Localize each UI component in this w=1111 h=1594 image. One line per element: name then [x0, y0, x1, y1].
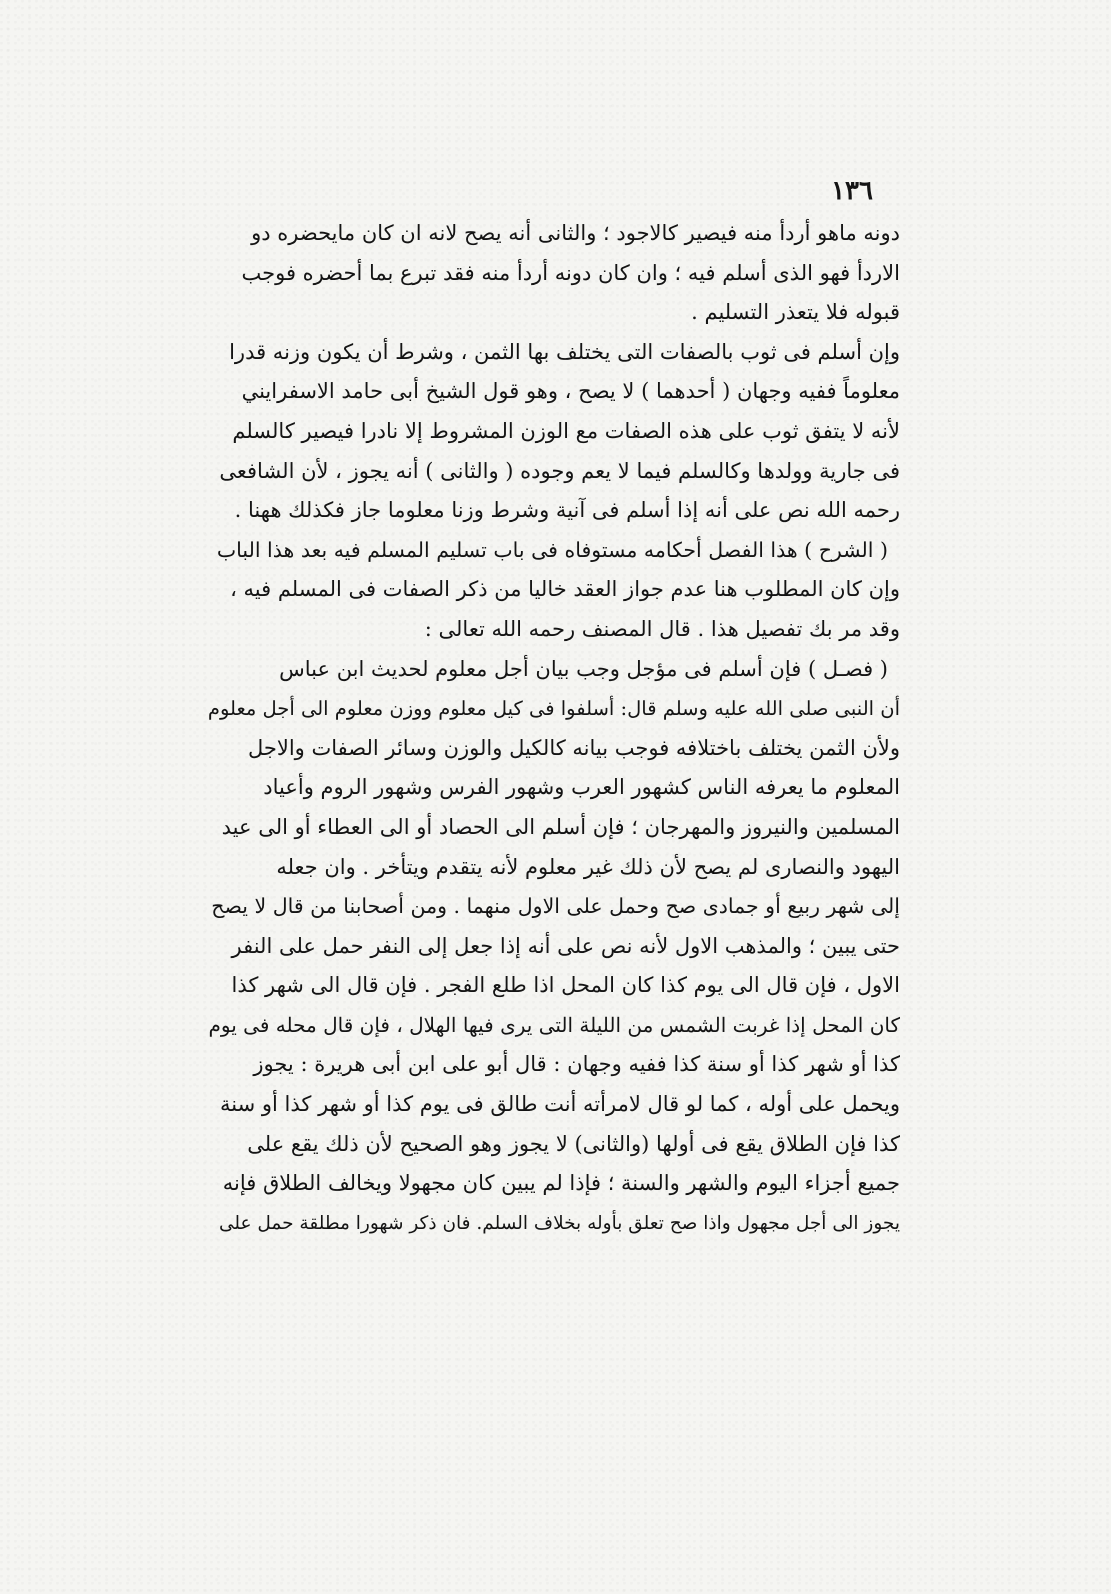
text-line: ويحمل على أوله ، كما لو قال لامرأته أنت طالق فى يوم كذا أو شهر كذا أو سنة [220, 1092, 900, 1117]
text-line: ( فصـل ) فإن أسلم فى مؤجل وجب بيان أجل معلوم لحديث ابن عباس [279, 656, 888, 681]
text-line: كان المحل إذا غربت الشمس من الليلة التى يرى فيها الهلال ، فإن قال محله فى يوم [208, 1012, 900, 1037]
text-line: يجوز الى أجل مجهول واذا صح تعلق بأوله بخلاف السلم. فان ذكر شهورا مطلقة حمل على [218, 1212, 900, 1234]
text-line: معلوماً ففيه وجهان ( أحدهما ) لا يصح ، وهو قول الشيخ أبى حامد الاسفرايني [241, 379, 900, 404]
text-line: المعلوم ما يعرفه الناس كشهور العرب وشهور الفرس وشهور الروم وأعياد [263, 775, 900, 800]
text-line: الاول ، فإن قال الى يوم كذا كان المحل اذا طلع الفجر . فإن قال الى شهر كذا [231, 973, 900, 998]
text-line: اليهود والنصارى لم يصح لأن ذلك غير معلوم لأنه يتقدم ويتأخر . وان جعله [276, 854, 900, 879]
text-line: كذا فإن الطلاق يقع فى أولها (والثانى) لا يجوز وهو الصحيح لأن ذلك يقع على [247, 1131, 900, 1156]
text-line: كذا أو شهر كذا أو سنة كذا ففيه وجهان : قال أبو على ابن أبى هريرة : يجوز [253, 1052, 900, 1077]
text-line: رحمه الله نص على أنه إذا أسلم فى آنية وشرط وزنا معلوما جاز فكذلك ههنا . [234, 498, 900, 523]
text-line: وإن كان المطلوب هنا عدم جواز العقد خاليا من ذكر الصفات فى المسلم فيه ، [230, 577, 900, 602]
body-text [205, 214, 900, 1243]
text-line: ولأن الثمن يختلف باختلافه فوجب بيانه كالكيل والوزن وسائر الصفات والاجل [247, 735, 900, 760]
text-line: قبوله فلا يتعذر التسليم . [691, 300, 900, 325]
text-line: وقد مر بك تفصيل هذا . قال المصنف رحمه الله تعالى : [424, 616, 900, 641]
text-line: المسلمين والنيروز والمهرجان ؛ فإن أسلم الى الحصاد أو الى العطاء أو الى عيد [221, 814, 900, 839]
text-line: أن النبى صلى الله عليه وسلم قال: أسلفوا فى كيل معلوم ووزن معلوم الى أجل معلوم [207, 697, 900, 721]
text-line: لأنه لا يتفق ثوب على هذه الصفات مع الوزن المشروط إلا نادرا فيصير كالسلم [232, 418, 900, 443]
text-line: الاردأ فهو الذى أسلم فيه ؛ وان كان دونه أردأ منه فقد تبرع بما أحضره فوجب [241, 260, 900, 285]
text-line: إلى شهر ربيع أو جمادى صح وحمل على الاول منهما . ومن أصحابنا من قال لا يصح [211, 894, 900, 919]
text-line: وإن أسلم فى ثوب بالصفات التى يختلف بها الثمن ، وشرط أن يكون وزنه قدرا [229, 339, 900, 364]
page-number: ١٣٦ [831, 176, 873, 206]
text-line: جميع أجزاء اليوم والشهر والسنة ؛ فإذا لم يبين كان مجهولا ويخالف الطلاق فإنه [222, 1171, 900, 1196]
text-line: حتى يبين ؛ والمذهب الاول لأنه نص على أنه إذا جعل إلى النفر حمل على النفر [231, 933, 900, 958]
text-line: دونه ماهو أردأ منه فيصير كالاجود ؛ والثانى أنه يصح لانه ان كان مايحضره دو [251, 221, 900, 245]
text-line: فى جارية وولدها وكالسلم فيما لا يعم وجوده ( والثانى ) أنه يجوز ، لأن الشافعى [219, 458, 900, 483]
text-line: ( الشرح ) هذا الفصل أحكامه مستوفاه فى باب تسليم المسلم فيه بعد هذا الباب [216, 537, 888, 562]
